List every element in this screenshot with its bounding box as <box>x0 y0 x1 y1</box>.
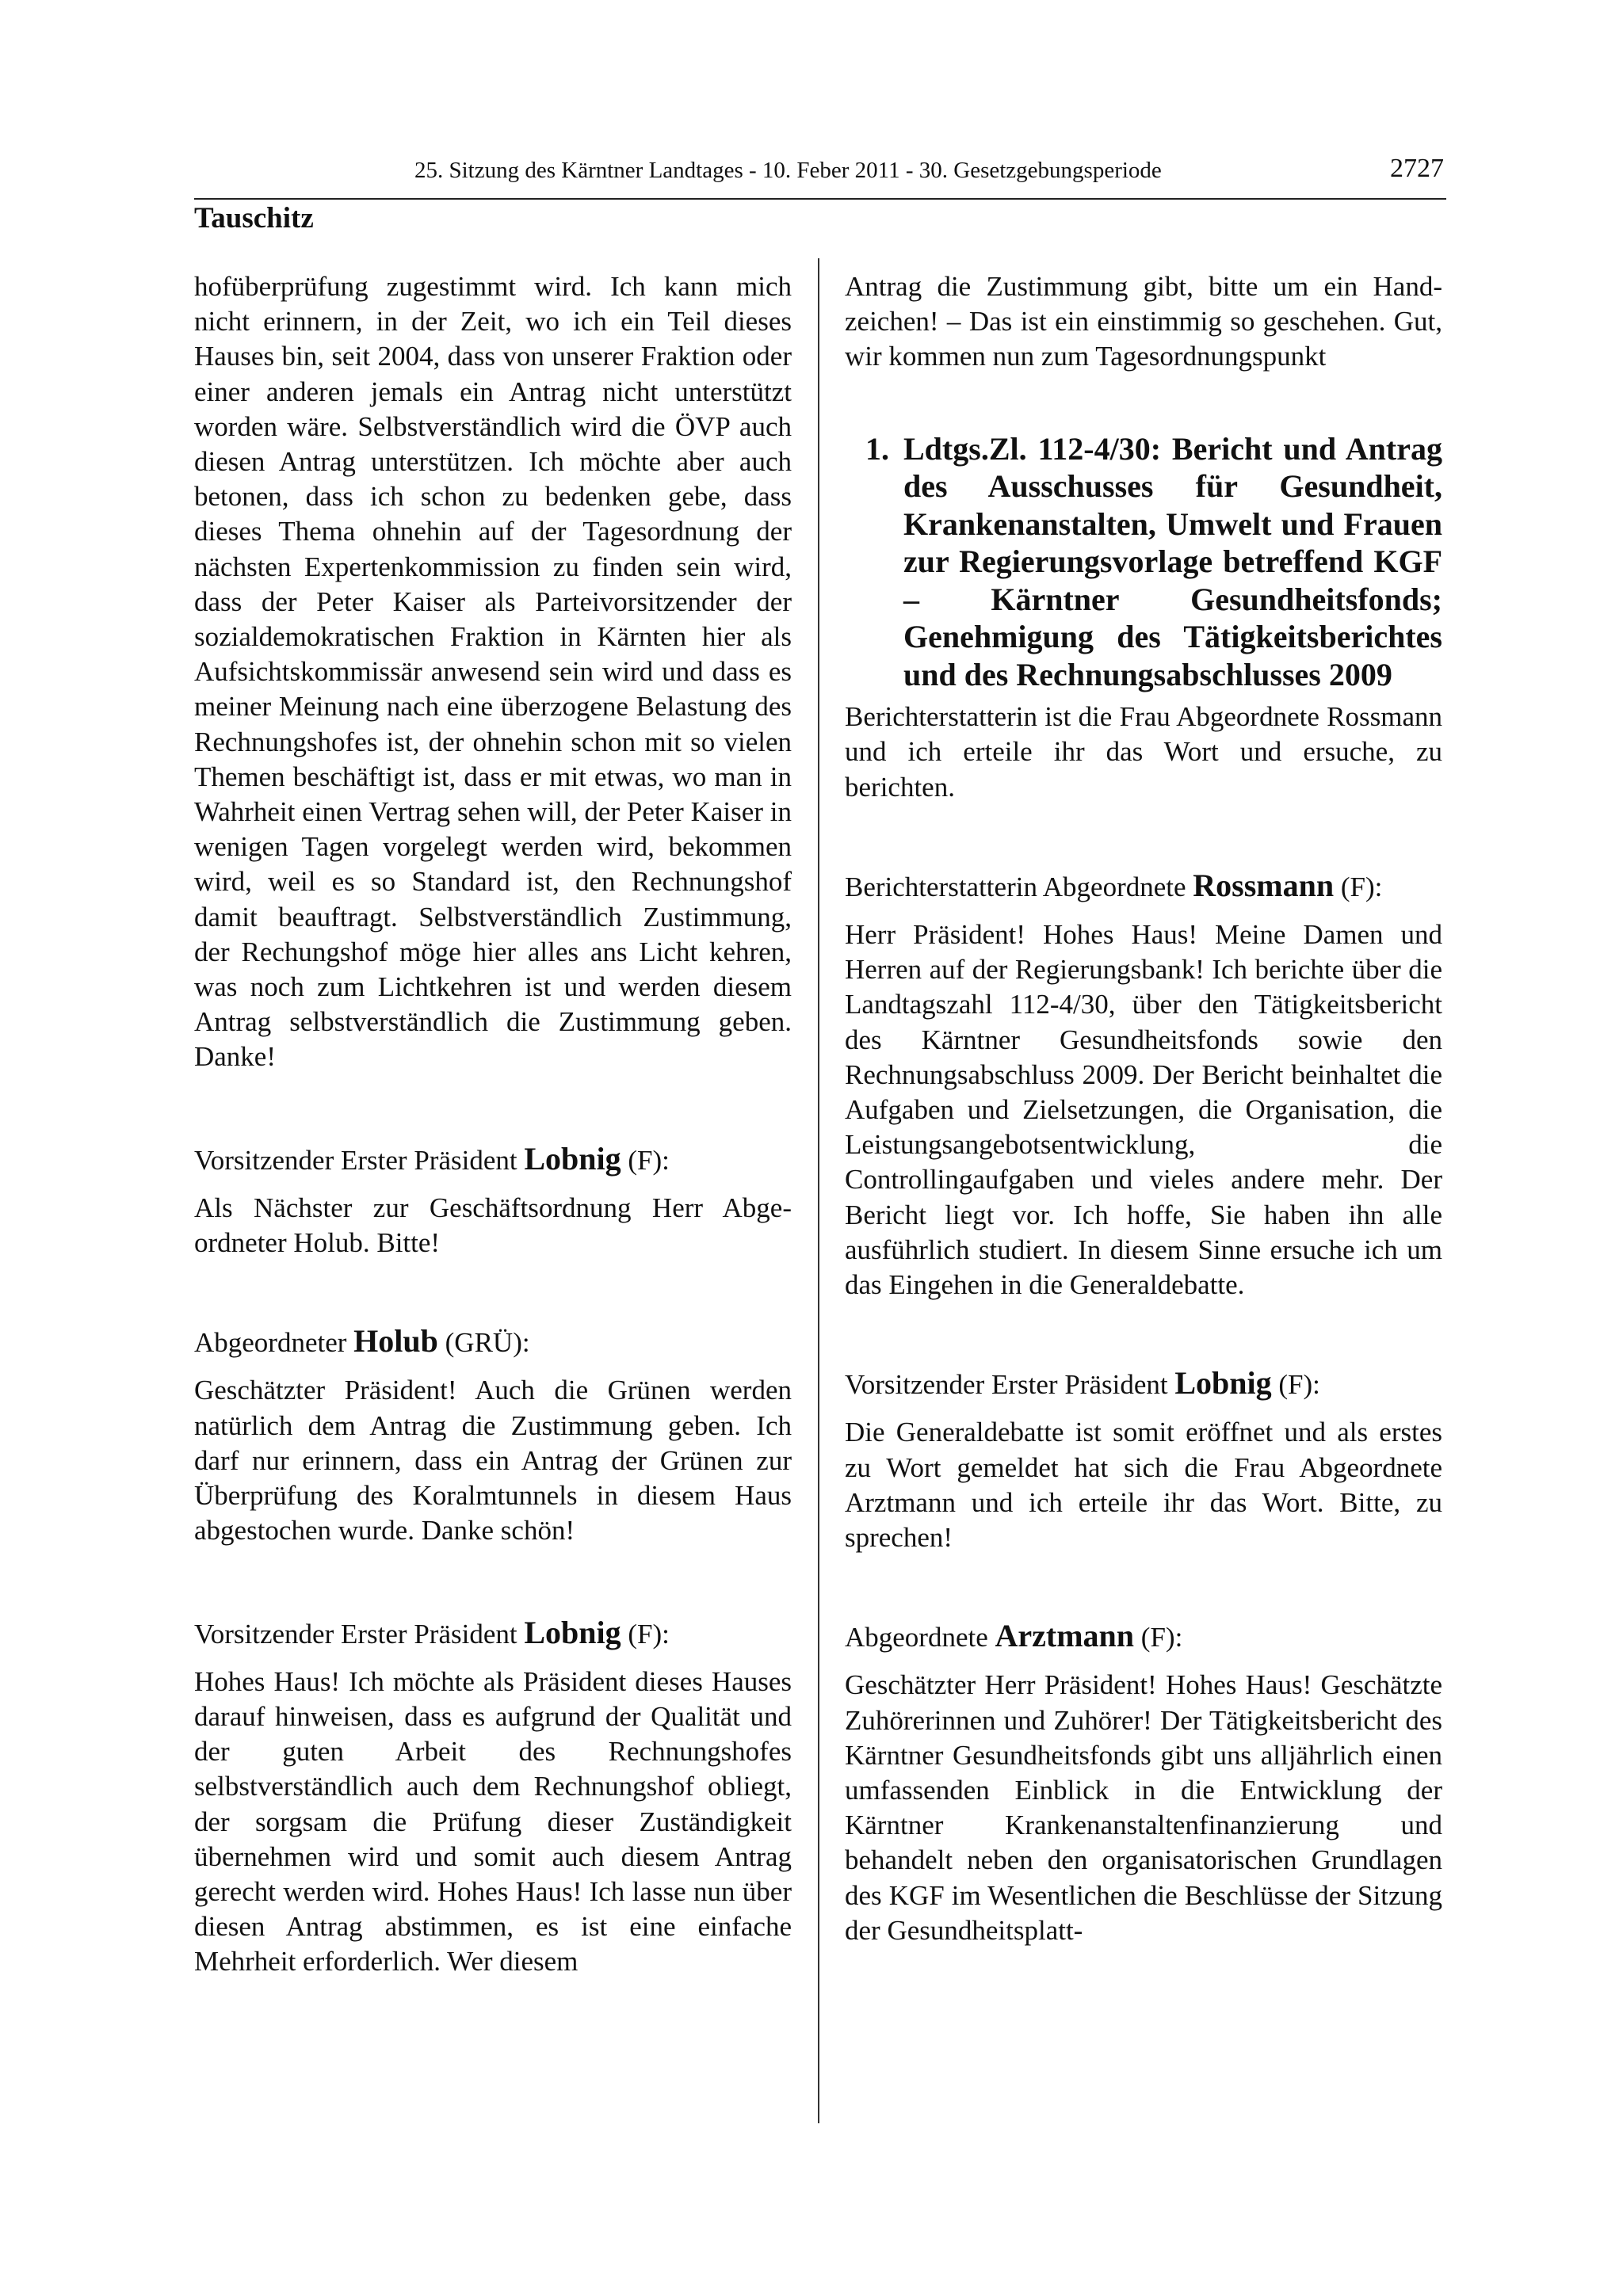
speaker-role: Berichterstatterin Abgeordnete <box>845 871 1186 902</box>
column-divider <box>818 258 819 2123</box>
speaker-line <box>845 1366 1442 1402</box>
speaker-line <box>194 1142 792 1178</box>
left-column <box>194 269 792 1980</box>
speaker-role: Abgeordnete <box>845 1622 988 1653</box>
running-speaker-name: Tauschitz <box>194 202 314 235</box>
speaker-role: Vorsitzender Erster Präsident <box>845 1369 1168 1401</box>
speaker-party: (F): <box>1278 1369 1320 1401</box>
page-number: 2727 <box>1390 154 1444 183</box>
speaker-role: Vorsitzender Erster Präsident <box>194 1618 517 1650</box>
speaker-name: Holub <box>353 1323 438 1360</box>
speaker-party: (F): <box>628 1144 670 1176</box>
running-header <box>194 154 1446 190</box>
speaker-party: (GRÜ): <box>445 1327 530 1359</box>
speaker-name: Lobnig <box>524 1614 621 1650</box>
speaker-name: Arztmann <box>995 1618 1135 1654</box>
agenda-number: 1. <box>865 430 889 467</box>
paragraph: Antrag die Zustimmung gibt, bitte um ein Handzeichen! – Das ist ein einstimmig so geschehen. Gut, wir kommen nun zum Tagesordnungspunkt <box>845 271 1442 372</box>
speaker-party: (F): <box>1140 1622 1183 1653</box>
speaker-line <box>845 868 1442 905</box>
session-title: 25. Sitzung des Kärntner Landtages - 10. Feber 2011 - 30. Gesetzgebungsperiode <box>414 158 1162 183</box>
speaker-party: (F): <box>1340 871 1383 902</box>
paragraph: Herr Präsident! Hohes Haus! Meine Damen und Herren auf der Regierungsbank! Ich berichte über die Landtagszahl 112-4/30, über den Tätigkeitsbericht des Kärntner Gesundheitsfonds sowie den Rechnungsabschluss 2009. Der Bericht beinhaltet die Aufgaben und Zielsetzungen, die Organisation, die Leistungsangebotsentwicklung, die Controllingaufgaben und vieles andere mehr. Der Bericht liegt vor. Ich hoffe, Sie haben ihn alle ausführlich studiert. In diesem Sinne ersuche ich um das Eingehen in die Generaldebatte. <box>845 918 1442 1300</box>
paragraph: Berichterstatterin ist die Frau Abgeordnete Rossmann und ich erteile ihr das Wort und ersuche, zu berichten. <box>845 701 1442 803</box>
header-rule <box>194 198 1446 200</box>
paragraph: Die Generaldebatte ist somit eröffnet und als erstes zu Wort gemeldet hat sich die Frau Abgeordnete Arztmann und ich erteile ihr das Wort. Bitte, zu sprechen! <box>845 1417 1442 1553</box>
speaker-line <box>194 1324 792 1360</box>
speaker-name: Lobnig <box>524 1140 621 1177</box>
agenda-title: Ldtgs.Zl. 112-4/30: Bericht und Antrag des Ausschusses für Gesundheit, Krankenanstalten, Umwelt und Frauen zur Regierungsvorlage betreffend KGF – Kärntner Gesundheitsfonds; Genehmigung des Tätigkeitsberichtes und des Rechnungsabschlusses 2009 <box>903 430 1442 692</box>
paragraph: Hohes Haus! Ich möchte als Präsident dieses Hauses darauf hinweisen, dass es aufgrund der Qualität und der guten Arbeit des Rechnungshofes selbstverständlich auch dem Rechnungshof obliegt, der sorgsam die Prüfung dieser Zuständigkeit übernehmen wird und somit auch diesem Antrag gerecht werden wird. Hohes Haus! Ich lasse nun über diesen Antrag abstimmen, es ist eine einfache Mehrheit erforderlich. Wer diesem <box>194 1665 792 1978</box>
speaker-name: Lobnig <box>1174 1365 1272 1402</box>
speaker-name: Rossmann <box>1193 867 1335 903</box>
speaker-role: Abgeordneter <box>194 1327 347 1359</box>
speaker-line <box>194 1615 792 1652</box>
speaker-party: (F): <box>628 1618 670 1650</box>
speaker-line <box>845 1619 1442 1655</box>
right-column <box>845 269 1442 1948</box>
agenda-item <box>845 430 1442 694</box>
paragraph: Geschätzter Herr Präsident! Hohes Haus! Geschätzte Zuhörerinnen und Zuhörer! Der Tätigkeitsbericht des Kärntner Gesundheitsfonds gibt uns alljährlich einen umfassenden Einblick in die Entwicklung der Kärntner Krankenanstaltenfinanzierung und behandelt neben den organisatorischen Grundlagen des KGF im Wesentlichen die Beschlüsse der Sitzung der Gesundheitsplatt- <box>845 1669 1442 1946</box>
paragraph: Als Nächster zur Geschäftsordnung Herr Abgeordneter Holub. Bitte! <box>194 1192 792 1259</box>
paragraph: Geschätzter Präsident! Auch die Grünen werden natürlich dem Antrag die Zustimmung geben. Ich darf nur erinnern, dass ein Antrag der Grünen zur Überprüfung des Koralmtunnels in diesem Haus abgestochen wurde. Danke schön! <box>194 1375 792 1547</box>
paragraph: hofüberprüfung zugestimmt wird. Ich kann mich nicht erinnern, in der Zeit, wo ich ein Teil dieses Hauses bin, seit 2004, dass von unserer Fraktion oder einer anderen jemals ein Antrag nicht unterstützt worden wäre. Selbstverständlich wird die ÖVP auch diesen Antrag unterstützen. Ich möchte aber auch betonen, dass ich schon zu bedenken gebe, dass dieses Thema ohnehin auf der Tagesordnung der nächsten Expertenkommission zu finden sein wird, dass der Peter Kaiser als Parteivorsitzender der sozialdemokratischen Fraktion in Kärnten hier als Aufsichtskommissär anwesend sein wird und dass es meiner Meinung nach eine überzogene Belastung des Rechnungshofes ist, der ohnehin schon mit so vielen Themen beschäftigt ist, dass er mit etwas, wo man in Wahrheit einen Vertrag sehen will, der Peter Kaiser in wenigen Tagen vorgelegt werden wird, bekommen wird, weil es so Standard ist, den Rechnungshof damit beauftragt. Selbstverständlich Zustimmung, der Rechungshof möge hier alles ans Licht kehren, was noch zum Lichtkehren ist und werden diesem Antrag selbstverständlich die Zustimmung geben. Danke! <box>194 271 792 1073</box>
speaker-role: Vorsitzender Erster Präsident <box>194 1144 517 1176</box>
